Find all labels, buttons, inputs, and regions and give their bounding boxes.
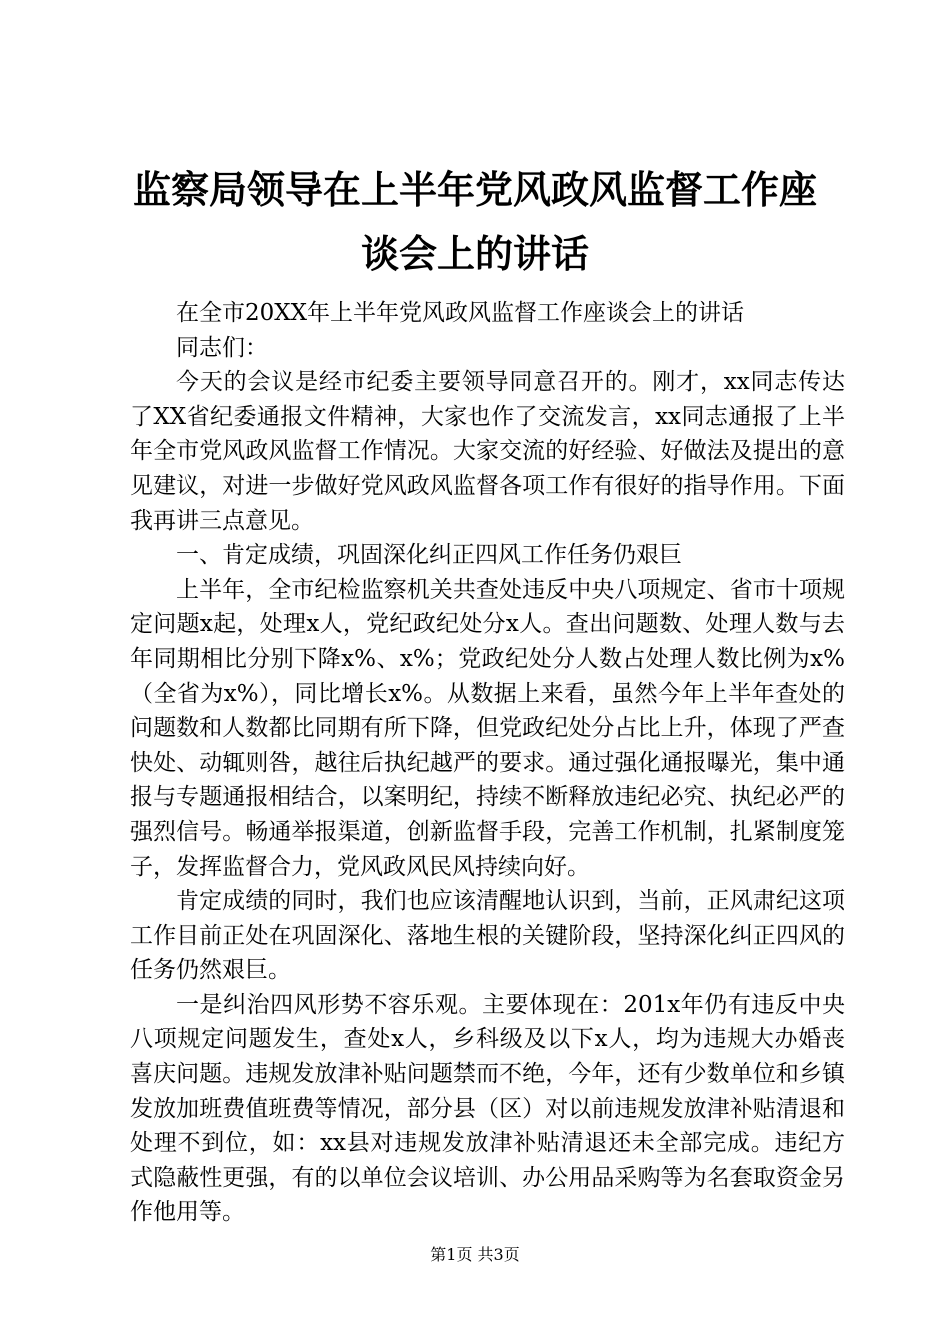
section-heading: 一、肯定成绩，巩固深化纠正四风工作任务仍艰巨 xyxy=(176,542,682,569)
document-body xyxy=(130,296,845,1230)
page-number-footer: 第1页 共3页 xyxy=(430,1245,520,1264)
document-title: 监察局领导在上半年党风政风监督工作座谈会上的讲话 xyxy=(132,167,817,276)
body-paragraph: 上半年，全市纪检监察机关共查处违反中央八项规定、省市十项规定问题x起，处理x人，党纪政纪处分x人。查出问题数、处理人数与去年同期相比分别下降x%、x%；党政纪处分人数占处理人数比例为x%（全省为x%），同比增长x%。从数据上来看，虽然今年上半年查处的问题数和人数都比同期有所下降，但党政纪处分占比上升，体现了严查快处、动辄则咎，越往后执纪越严的要求。通过强化通报曝光，集中通报与专题通报相结合，以案明纪，持续不断释放违纪必究、执纪必严的强烈信号。畅通举报渠道，创新监督手段，完善工作机制，扎紧制度笼子，发挥监督合力，党风政风民风持续向好。 xyxy=(130,576,845,880)
body-paragraph: 肯定成绩的同时，我们也应该清醒地认识到，当前，正风肃纪这项工作目前正处在巩固深化、落地生根的关键阶段，坚持深化纠正四风的任务仍然艰巨。 xyxy=(130,888,845,984)
salutation-paragraph: 同志们： xyxy=(176,334,268,361)
subtitle-paragraph: 在全市20XX年上半年党风政风监督工作座谈会上的讲话 xyxy=(176,300,745,326)
body-paragraph: 今天的会议是经市纪委主要领导同意召开的。刚才，xx同志传达了XX省纪委通报文件精神，大家也作了交流发言，xx同志通报了上半年全市党风政风监督工作情况。大家交流的好经验、好做法及提出的意见建议，对进一步做好党风政风监督各项工作有很好的指导作用。下面我再讲三点意见。 xyxy=(130,369,845,534)
body-paragraph: 一是纠治四风形势不容乐观。主要体现在：201x年仍有违反中央八项规定问题发生，查处x人，乡科级及以下x人，均为违规大办婚丧喜庆问题。违规发放津补贴问题禁而不绝，今年，还有少数单位和乡镇发放加班费值班费等情况，部分县（区）对以前违规发放津补贴清退和处理不到位，如：xx县对违规发放津补贴清退还未全部完成。违纪方式隐蔽性更强，有的以单位会议培训、办公用品采购等为名套取资金另作他用等。 xyxy=(130,991,845,1226)
